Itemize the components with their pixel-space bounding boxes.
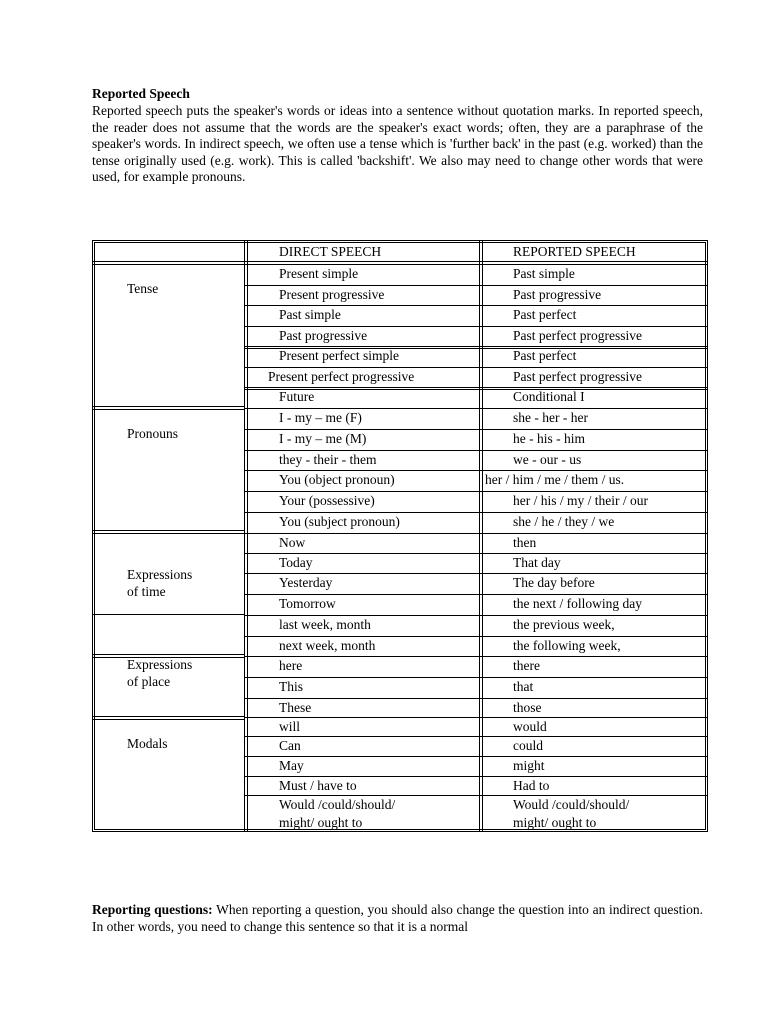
cell-reported: he - his - him (513, 431, 585, 446)
cell-direct: might/ ought to (279, 815, 363, 830)
cell-direct: May (279, 758, 304, 773)
header-reported-speech: REPORTED SPEECH (513, 244, 636, 259)
row-divider (244, 491, 480, 492)
row-divider (479, 795, 708, 796)
cell-direct: here (279, 658, 303, 673)
column-divider (244, 240, 245, 832)
cell-reported: could (513, 738, 543, 753)
row-divider (479, 512, 708, 513)
cell-reported: we - our - us (513, 452, 582, 467)
cell-direct: Present progressive (279, 287, 385, 302)
row-divider (244, 756, 480, 757)
row-divider (244, 326, 480, 327)
row-divider (244, 367, 480, 368)
row-divider (244, 795, 480, 796)
row-divider (479, 776, 708, 777)
group-divider (92, 409, 244, 410)
cell-reported: Past perfect (513, 348, 577, 363)
cell-direct: Present perfect simple (279, 348, 399, 363)
row-divider (244, 615, 480, 616)
row-divider (479, 305, 708, 306)
row-divider (479, 677, 708, 678)
row-divider (244, 346, 480, 347)
cell-reported: the next / following day (513, 596, 642, 611)
category-pronouns: Pronouns (127, 426, 179, 441)
row-divider (479, 450, 708, 451)
cell-reported: there (513, 658, 540, 673)
row-divider (479, 470, 708, 471)
row-divider (479, 553, 708, 554)
cell-direct: next week, month (279, 638, 376, 653)
row-divider (479, 573, 708, 574)
row-divider (92, 264, 708, 265)
row-divider (244, 387, 480, 388)
intro-paragraph: Reported speech puts the speaker's words or ideas into a sentence without quotation marks. In reported speech, the reader does not assume that the words are the speaker's exact words; often, they are a paraphrase of the speaker's words. In indirect speech, we often use a tense which is 'further back' in the past (e.g. worked) than the tense originally used (e.g. work). This is called 'backshift'. We also may need to change other words that were used, for example pronouns. (92, 103, 703, 185)
group-divider (92, 530, 244, 531)
row-divider (244, 408, 480, 409)
row-divider (244, 736, 480, 737)
cell-reported: Conditional I (513, 389, 585, 404)
cell-direct: These (279, 700, 312, 715)
cell-reported: those (513, 700, 542, 715)
row-divider (244, 698, 480, 699)
row-divider (244, 450, 480, 451)
cell-direct: last week, month (279, 617, 371, 632)
row-divider (479, 594, 708, 595)
section-title: Reported Speech (92, 86, 190, 101)
row-divider (244, 305, 480, 306)
group-divider (92, 533, 244, 534)
cell-direct: Tomorrow (279, 596, 336, 611)
reporting-questions-label: Reporting questions: (92, 902, 213, 917)
cell-direct: Today (279, 555, 313, 570)
row-divider (244, 285, 480, 286)
category-place-line2: of place (127, 674, 171, 689)
row-divider (479, 615, 708, 616)
row-divider (479, 736, 708, 737)
row-divider (479, 387, 708, 388)
cell-reported: the previous week, (513, 617, 615, 632)
row-divider (244, 553, 480, 554)
cell-direct: Would /could/should/ (279, 797, 396, 812)
row-divider (244, 776, 480, 777)
row-divider (244, 636, 480, 637)
row-divider (244, 533, 480, 534)
cell-reported: might/ ought to (513, 815, 597, 830)
cell-reported: her / his / my / their / our (513, 493, 648, 508)
cell-reported: her / him / me / them / us. (485, 472, 625, 487)
cell-reported: Would /could/should/ (513, 797, 630, 812)
cell-reported: Past perfect progressive (513, 369, 642, 384)
cell-direct: Past progressive (279, 328, 368, 343)
reported-speech-table (92, 240, 708, 832)
group-divider (92, 406, 244, 407)
cell-reported: Past perfect (513, 307, 577, 322)
group-divider (92, 719, 244, 720)
column-divider (247, 240, 248, 832)
cell-reported: that (513, 679, 534, 694)
cell-reported: The day before (513, 575, 595, 590)
row-divider (479, 367, 708, 368)
cell-reported: Past progressive (513, 287, 602, 302)
row-divider (244, 573, 480, 574)
cell-direct: Present perfect progressive (268, 369, 415, 384)
group-divider (92, 614, 244, 615)
cell-reported: might (513, 758, 545, 773)
cell-direct: will (279, 719, 301, 734)
row-divider (244, 429, 480, 430)
cell-direct: You (object pronoun) (279, 472, 395, 487)
cell-direct: Past simple (279, 307, 341, 322)
row-divider (479, 408, 708, 409)
reporting-questions-paragraph (92, 902, 703, 935)
cell-direct: Yesterday (279, 575, 333, 590)
row-divider (92, 261, 708, 262)
cell-reported: would (513, 719, 547, 734)
row-divider (479, 429, 708, 430)
row-divider (244, 717, 480, 718)
row-divider (479, 346, 708, 347)
row-divider (479, 533, 708, 534)
row-divider (244, 677, 480, 678)
cell-reported: Had to (513, 778, 550, 793)
row-divider (479, 326, 708, 327)
column-divider (479, 240, 480, 832)
category-modals: Modals (127, 736, 168, 751)
cell-reported: she / he / they / we (513, 514, 615, 529)
cell-direct: Now (279, 535, 306, 550)
cell-direct: You (subject pronoun) (279, 514, 400, 529)
cell-reported: then (513, 535, 537, 550)
reporting-questions-text: When reporting a question, you should also change the question into an indirect question. In other words, you need to change this sentence so that it is a normal (92, 902, 703, 934)
cell-reported: That day (513, 555, 561, 570)
cell-reported: the following week, (513, 638, 621, 653)
category-time-line1: Expressions (127, 567, 193, 582)
cell-direct: Present simple (279, 266, 359, 281)
cell-reported: she - her - her (513, 410, 588, 425)
cell-direct: Future (279, 389, 315, 404)
cell-direct: they - their - them (279, 452, 377, 467)
category-tense: Tense (127, 281, 159, 296)
header-direct-speech: DIRECT SPEECH (279, 244, 382, 259)
category-place-line1: Expressions (127, 657, 193, 672)
group-divider (92, 654, 244, 655)
row-divider (479, 491, 708, 492)
row-divider (479, 717, 708, 718)
row-divider (244, 512, 480, 513)
cell-direct: Must / have to (279, 778, 357, 793)
row-divider (479, 285, 708, 286)
cell-reported: Past perfect progressive (513, 328, 642, 343)
cell-direct: I - my – me (F) (279, 410, 362, 425)
group-divider (92, 716, 244, 717)
cell-reported: Past simple (513, 266, 575, 281)
cell-direct: Your (possessive) (279, 493, 375, 508)
cell-direct: I - my – me (M) (279, 431, 367, 446)
cell-direct: This (279, 679, 304, 694)
column-divider (482, 240, 483, 832)
row-divider (244, 594, 480, 595)
cell-direct: Can (279, 738, 301, 753)
row-divider (479, 636, 708, 637)
category-time-line2: of time (127, 584, 166, 599)
row-divider (479, 756, 708, 757)
row-divider (244, 656, 480, 657)
row-divider (479, 698, 708, 699)
row-divider (479, 656, 708, 657)
row-divider (244, 470, 480, 471)
